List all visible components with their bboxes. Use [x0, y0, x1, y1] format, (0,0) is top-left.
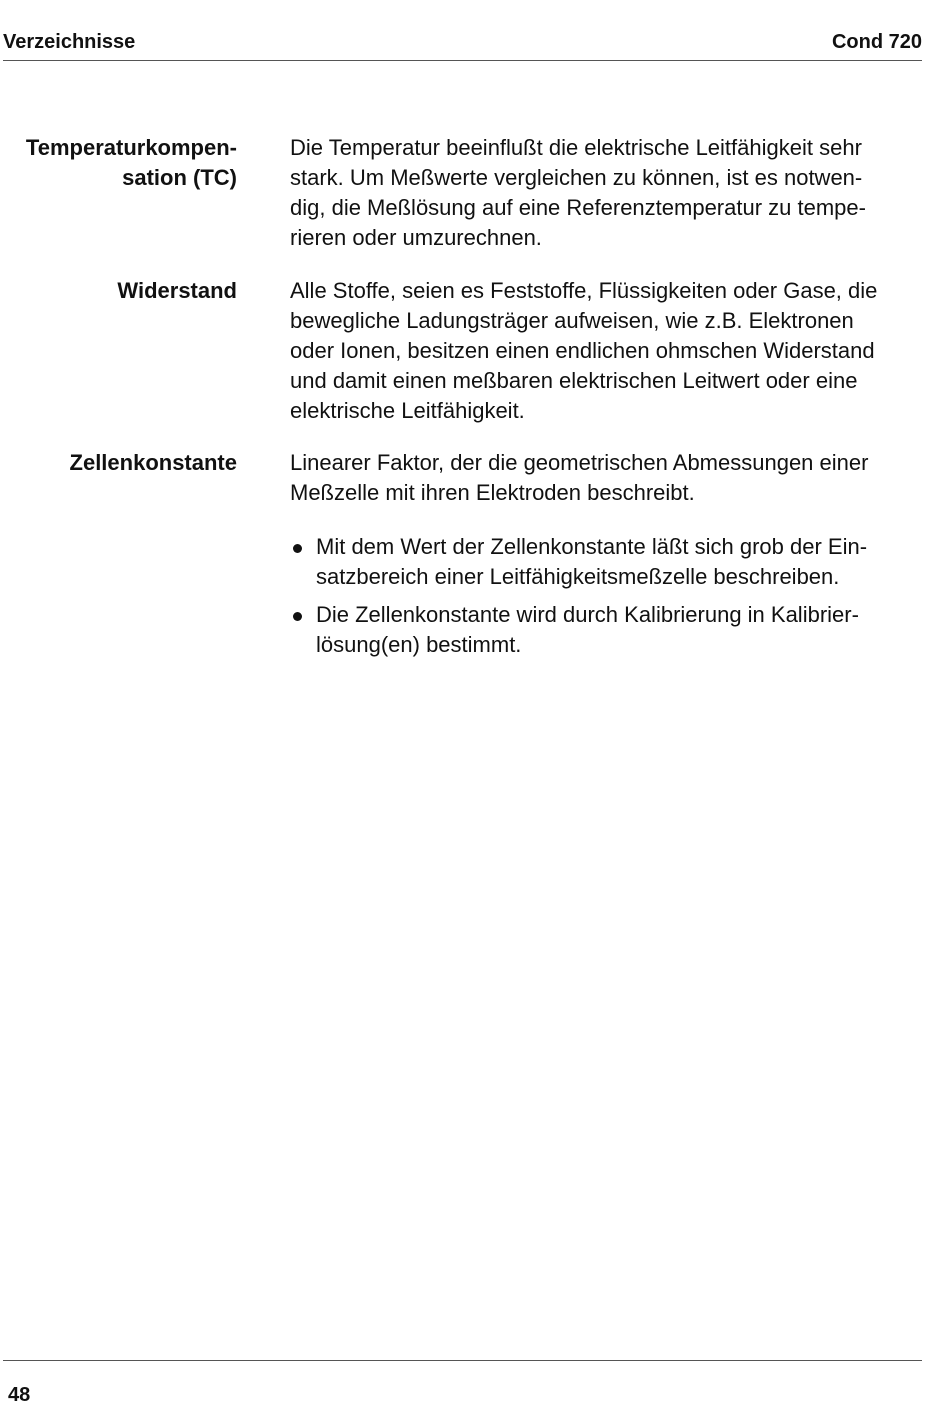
- glossary-term: [0, 133, 237, 193]
- definition-line: stark. Um Meßwerte vergleichen zu können, ist es notwen-: [290, 165, 863, 190]
- definition-line: elektrische Leitfähigkeit.: [290, 398, 525, 423]
- glossary-term: [0, 276, 237, 306]
- bullet-dot-icon: [293, 544, 302, 553]
- glossary-definition: [290, 276, 925, 426]
- bullet-line: lösung(en) bestimmt.: [316, 632, 522, 657]
- glossary-term: [0, 448, 237, 478]
- page-header: [3, 30, 922, 61]
- bullet-line: Die Zellenkonstante wird durch Kalibrierung in Kalibrier-: [316, 602, 859, 627]
- glossary-definition: [290, 133, 925, 253]
- page-number: 48: [8, 1384, 31, 1406]
- bullet-dot-icon: [293, 612, 302, 621]
- bullet-list-item: [290, 600, 925, 660]
- definition-line: bewegliche Ladungsträger aufweisen, wie z.B. Elektronen: [290, 308, 854, 333]
- term-line: Zellenkonstante: [69, 450, 237, 475]
- bullet-list: [290, 532, 925, 668]
- glossary-definition: [290, 448, 925, 508]
- definition-line: und damit einen meßbaren elektrischen Leitwert oder eine: [290, 368, 858, 393]
- page-footer-rule: [3, 1360, 922, 1361]
- bullet-line: Mit dem Wert der Zellenkonstante läßt sich grob der Ein-: [316, 534, 868, 559]
- definition-line: Die Temperatur beeinflußt die elektrische Leitfähigkeit sehr: [290, 135, 862, 160]
- definition-line: dig, die Meßlösung auf eine Referenztemperatur zu tempe-: [290, 195, 866, 220]
- term-line: sation (TC): [122, 165, 237, 190]
- bullet-line: satzbereich einer Leitfähigkeitsmeßzelle beschreiben.: [316, 564, 840, 589]
- definition-line: oder Ionen, besitzen einen endlichen ohmschen Widerstand: [290, 338, 875, 363]
- definition-line: Alle Stoffe, seien es Feststoffe, Flüssigkeiten oder Gase, die: [290, 278, 878, 303]
- definition-line: Linearer Faktor, der die geometrischen Abmessungen einer: [290, 450, 869, 475]
- term-line: Widerstand: [117, 278, 237, 303]
- header-section-title: Verzeichnisse: [3, 31, 136, 53]
- definition-line: rieren oder umzurechnen.: [290, 225, 542, 250]
- bullet-list-item: [290, 532, 925, 592]
- definition-line: Meßzelle mit ihren Elektroden beschreibt.: [290, 480, 695, 505]
- term-line: Temperaturkompen-: [25, 135, 237, 160]
- header-product-name: Cond 720: [831, 31, 922, 53]
